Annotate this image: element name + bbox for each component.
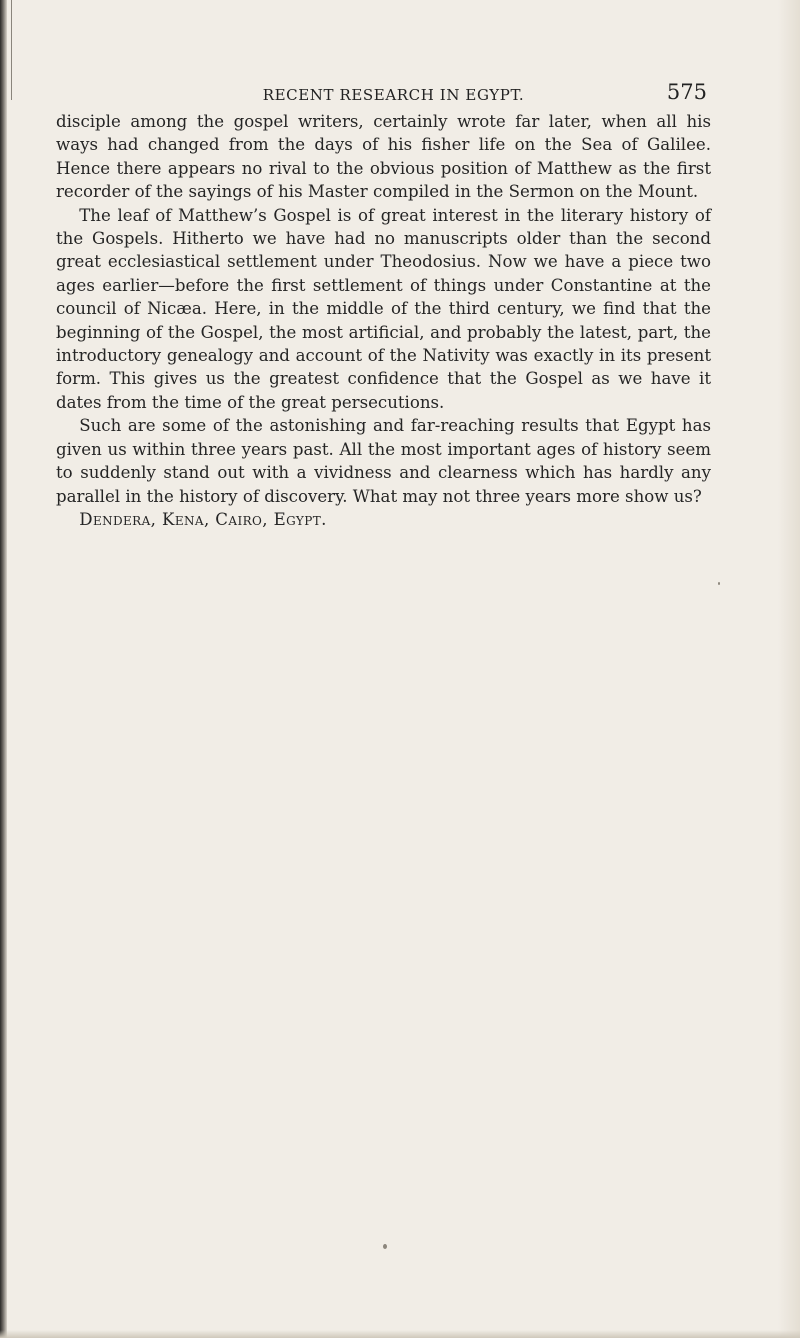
signature-line: Dendera, Kena, Cairo, Egypt. xyxy=(79,509,327,529)
body-text xyxy=(56,110,711,531)
ink-speck xyxy=(718,582,720,585)
paragraph-2: The leaf of Matthew’s Gospel is of great interest in the literary history of the Gospels. Hitherto we have had no manuscripts older than the second great ecclesiastical settlement under Theodosius. Now we have a piece two ages earlier—before the first settlement of things under Constantine at the council of Nicæa. Here, in the middle of the third century, we find that the beginning of the Gospel, the most artificial, and probably the latest, part, the introductory genealogy and account of the Nativity was exactly in its present form. This gives us the greatest confidence that the Gospel as we have it dates from the time of the great persecutions. xyxy=(56,205,711,412)
page-bottom-shade xyxy=(0,1330,800,1338)
running-head: RECENT RESEARCH IN EGYPT. xyxy=(262,86,525,104)
paragraph-3: Such are some of the astonishing and far-reaching results that Egypt has given us within three years past. All the most important ages of history seem to suddenly stand out with a vividness and clearness which has hardly any parallel in the history of discovery. What may not three years more show us? xyxy=(56,416,711,506)
page-binding-edge xyxy=(0,0,7,1338)
page-number: 575 xyxy=(666,80,707,104)
paragraph-1: disciple among the gospel writers, certainly wrote far later, when all his ways had changed from the days of his fisher life on the Sea of Galilee. Hence there appears no rival to the obvious position of Matthew as the first recorder of the sayings of his Master compiled in the Sermon on the Mount. xyxy=(56,112,711,202)
ink-speck xyxy=(383,1244,387,1249)
page-edge-line xyxy=(11,0,12,100)
page-right-shade xyxy=(778,0,800,1338)
